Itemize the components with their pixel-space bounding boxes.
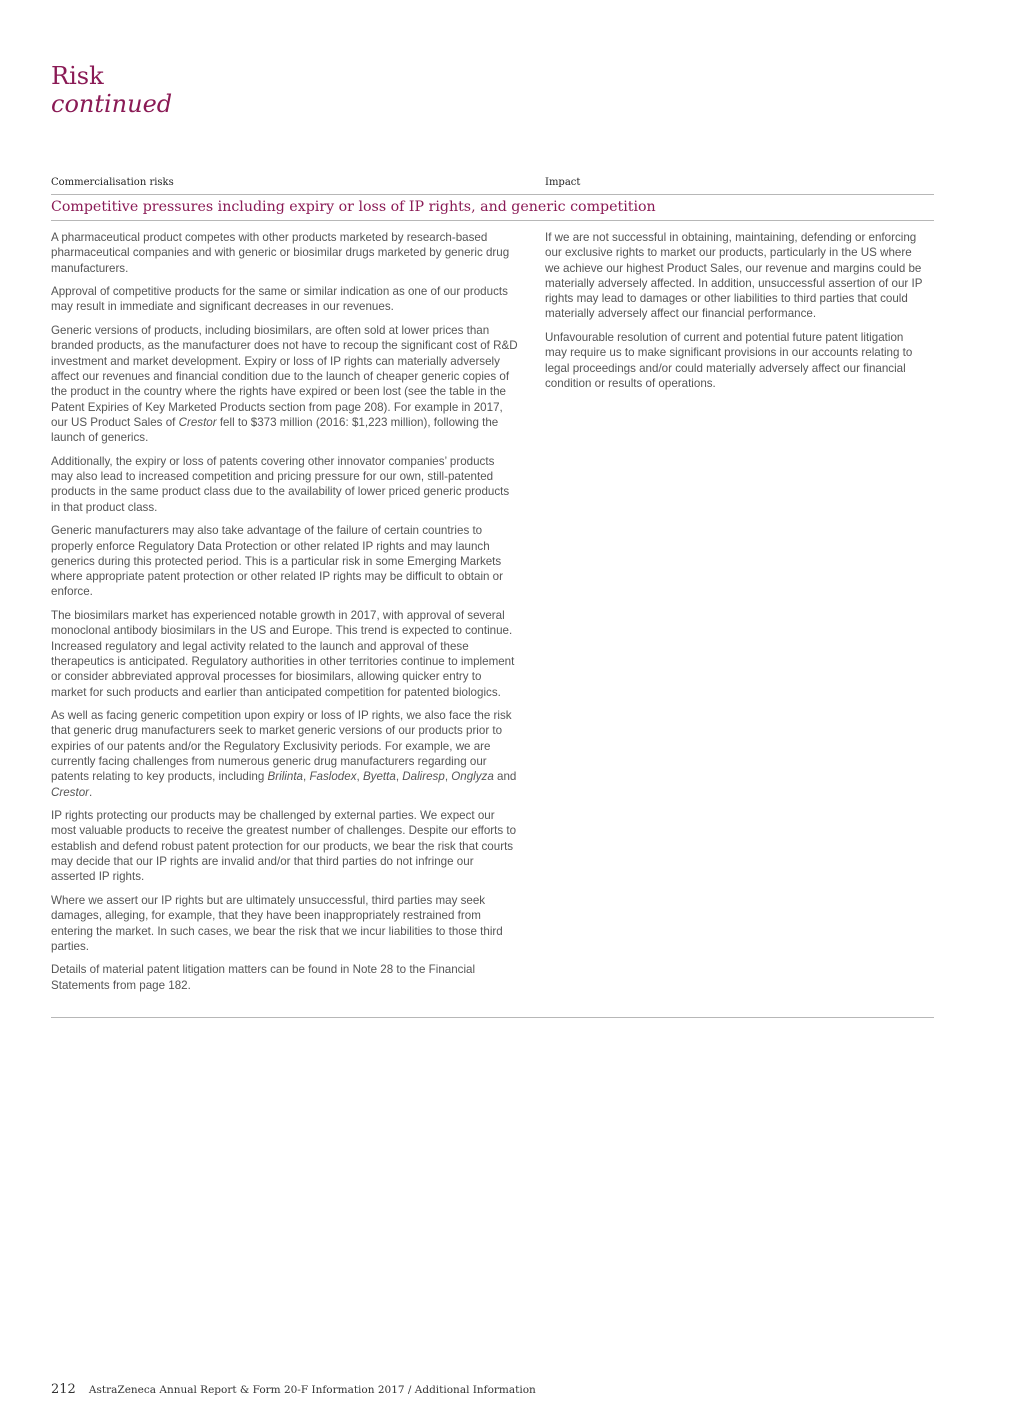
product-name-faslodex: Faslodex <box>309 770 357 784</box>
impact-paragraph: Unfavourable resolution of current and potential future patent litigation may require us to make significant provisions in our accounts relating to legal proceedings and/or could materially adversely affect our financial condition or results of operations. <box>545 331 913 390</box>
product-name-onglyza: Onglyza <box>451 770 494 784</box>
product-name-crestor: Crestor <box>178 415 217 429</box>
column-header-impact: Impact <box>545 177 581 188</box>
risk-description-column <box>51 230 519 1001</box>
text-run: Generic versions of products, including biosimilars, are often sold at lower prices than branded products, as the manufacturer does not have to recoup the significant cost of R&D investment and market development. Expiry or loss of IP rights can materially adversely affect our revenues and financial condition due to the launch of cheaper generic copies of the product in the country where the rights have expired or been lost (see the table in the Patent Expiries of Key Marketed Products section from page 208). For example in 2017, our US Product Sales of <box>51 324 518 429</box>
text-run: , <box>356 770 363 784</box>
page-number: 212 <box>51 1382 76 1397</box>
risk-paragraph: The biosimilars market has experienced notable growth in 2017, with approval of several monoclonal antibody biosimilars in the US and Europe. This trend is expected to continue. Increased regulatory and legal activity related to the launch and approval of these therapeutics is anticipated. Regulatory authorities in other territories continue to implement or consider abbreviated approval processes for biosimilars, allowing quicker entry to market for such products and earlier than anticipated competition for patented biologics. <box>51 609 515 699</box>
risk-paragraph: IP rights protecting our products may be challenged by external parties. We expect our most valuable products to receive the greatest number of challenges. Despite our efforts to establish and defend robust patent protection for our products, we bear the risk that courts may decide that our IP rights are invalid and/or that third parties do not infringe our asserted IP rights. <box>51 809 517 884</box>
risk-paragraph: Generic manufacturers may also take advantage of the failure of certain countries to properly enforce Regulatory Data Protection or other related IP rights and may launch generics during this protected period. This is a particular risk in some Emerging Markets where appropriate patent protection or other related IP rights may be difficult to obtain or enforce. <box>51 524 503 599</box>
risk-paragraph: A pharmaceutical product competes with other products marketed by research-based pharmaceutical companies and with generic or biosimilar drugs marketed by generic drug manufacturers. <box>51 231 510 275</box>
header-rule <box>51 194 934 195</box>
text-run: , <box>395 770 403 784</box>
page-title: Risk <box>51 62 104 90</box>
product-name-daliresp: Daliresp <box>402 770 445 784</box>
product-name-byetta: Byetta <box>362 770 396 784</box>
heading-rule <box>51 220 934 221</box>
text-run: , <box>444 770 452 784</box>
product-name-brilinta: Brilinta <box>267 770 303 784</box>
risk-paragraph: Approval of competitive products for the same or similar indication as one of our products may result in immediate and significant decreases in our revenues. <box>51 285 508 314</box>
text-run: , <box>303 770 310 784</box>
table-bottom-rule <box>51 1017 934 1018</box>
risk-paragraph <box>51 708 519 800</box>
impact-paragraph: If we are not successful in obtaining, maintaining, defending or enforcing our exclusive rights to market our products, particularly in the US where we achieve our highest Product Sales, our revenue and margins could be materially adversely affected. In addition, unsuccessful assertion of our IP rights may lead to damages or other liabilities to third parties that could materially adversely affect our financial performance. <box>545 231 923 321</box>
page-subtitle: continued <box>51 90 173 118</box>
risk-heading: Competitive pressures including expiry or loss of IP rights, and generic competition <box>51 199 656 215</box>
risk-paragraph <box>51 323 519 445</box>
footer-text: AstraZeneca Annual Report & Form 20-F Information 2017 / Additional Information <box>88 1384 536 1396</box>
text-run: . <box>89 785 93 799</box>
risk-paragraph: Additionally, the expiry or loss of patents covering other innovator companies’ products may also lead to increased competition and pricing pressure for our own, still-patented products in the same product class due to the availability of lower priced generic products in that product class. <box>51 454 510 514</box>
risk-paragraph: Details of material patent litigation matters can be found in Note 28 to the Financial Statements from page 182. <box>51 963 476 992</box>
text-run: and <box>493 770 517 784</box>
text-run: As well as facing generic competition upon expiry or loss of IP rights, we also face the risk that generic drug manufacturers seek to market generic versions of our products prior to expiries of our patents and/or the Regulatory Exclusivity periods. For example, we are currently facing challenges from numerous generic drug manufacturers regarding our patents relating to key products, including <box>51 709 512 784</box>
column-header-commercialisation-risks: Commercialisation risks <box>51 177 174 188</box>
text-run: fell to $373 million (2016: $1,223 million), following the launch of generics. <box>51 415 499 445</box>
product-name-crestor: Crestor <box>51 785 90 799</box>
risk-paragraph: Where we assert our IP rights but are ultimately unsuccessful, third parties may seek damages, alleging, for example, that they have been inappropriately restrained from entering the market. In such cases, we bear the risk that we incur liabilities to those third parties. <box>51 893 503 953</box>
page-footer <box>51 1378 536 1397</box>
impact-column <box>545 230 927 400</box>
